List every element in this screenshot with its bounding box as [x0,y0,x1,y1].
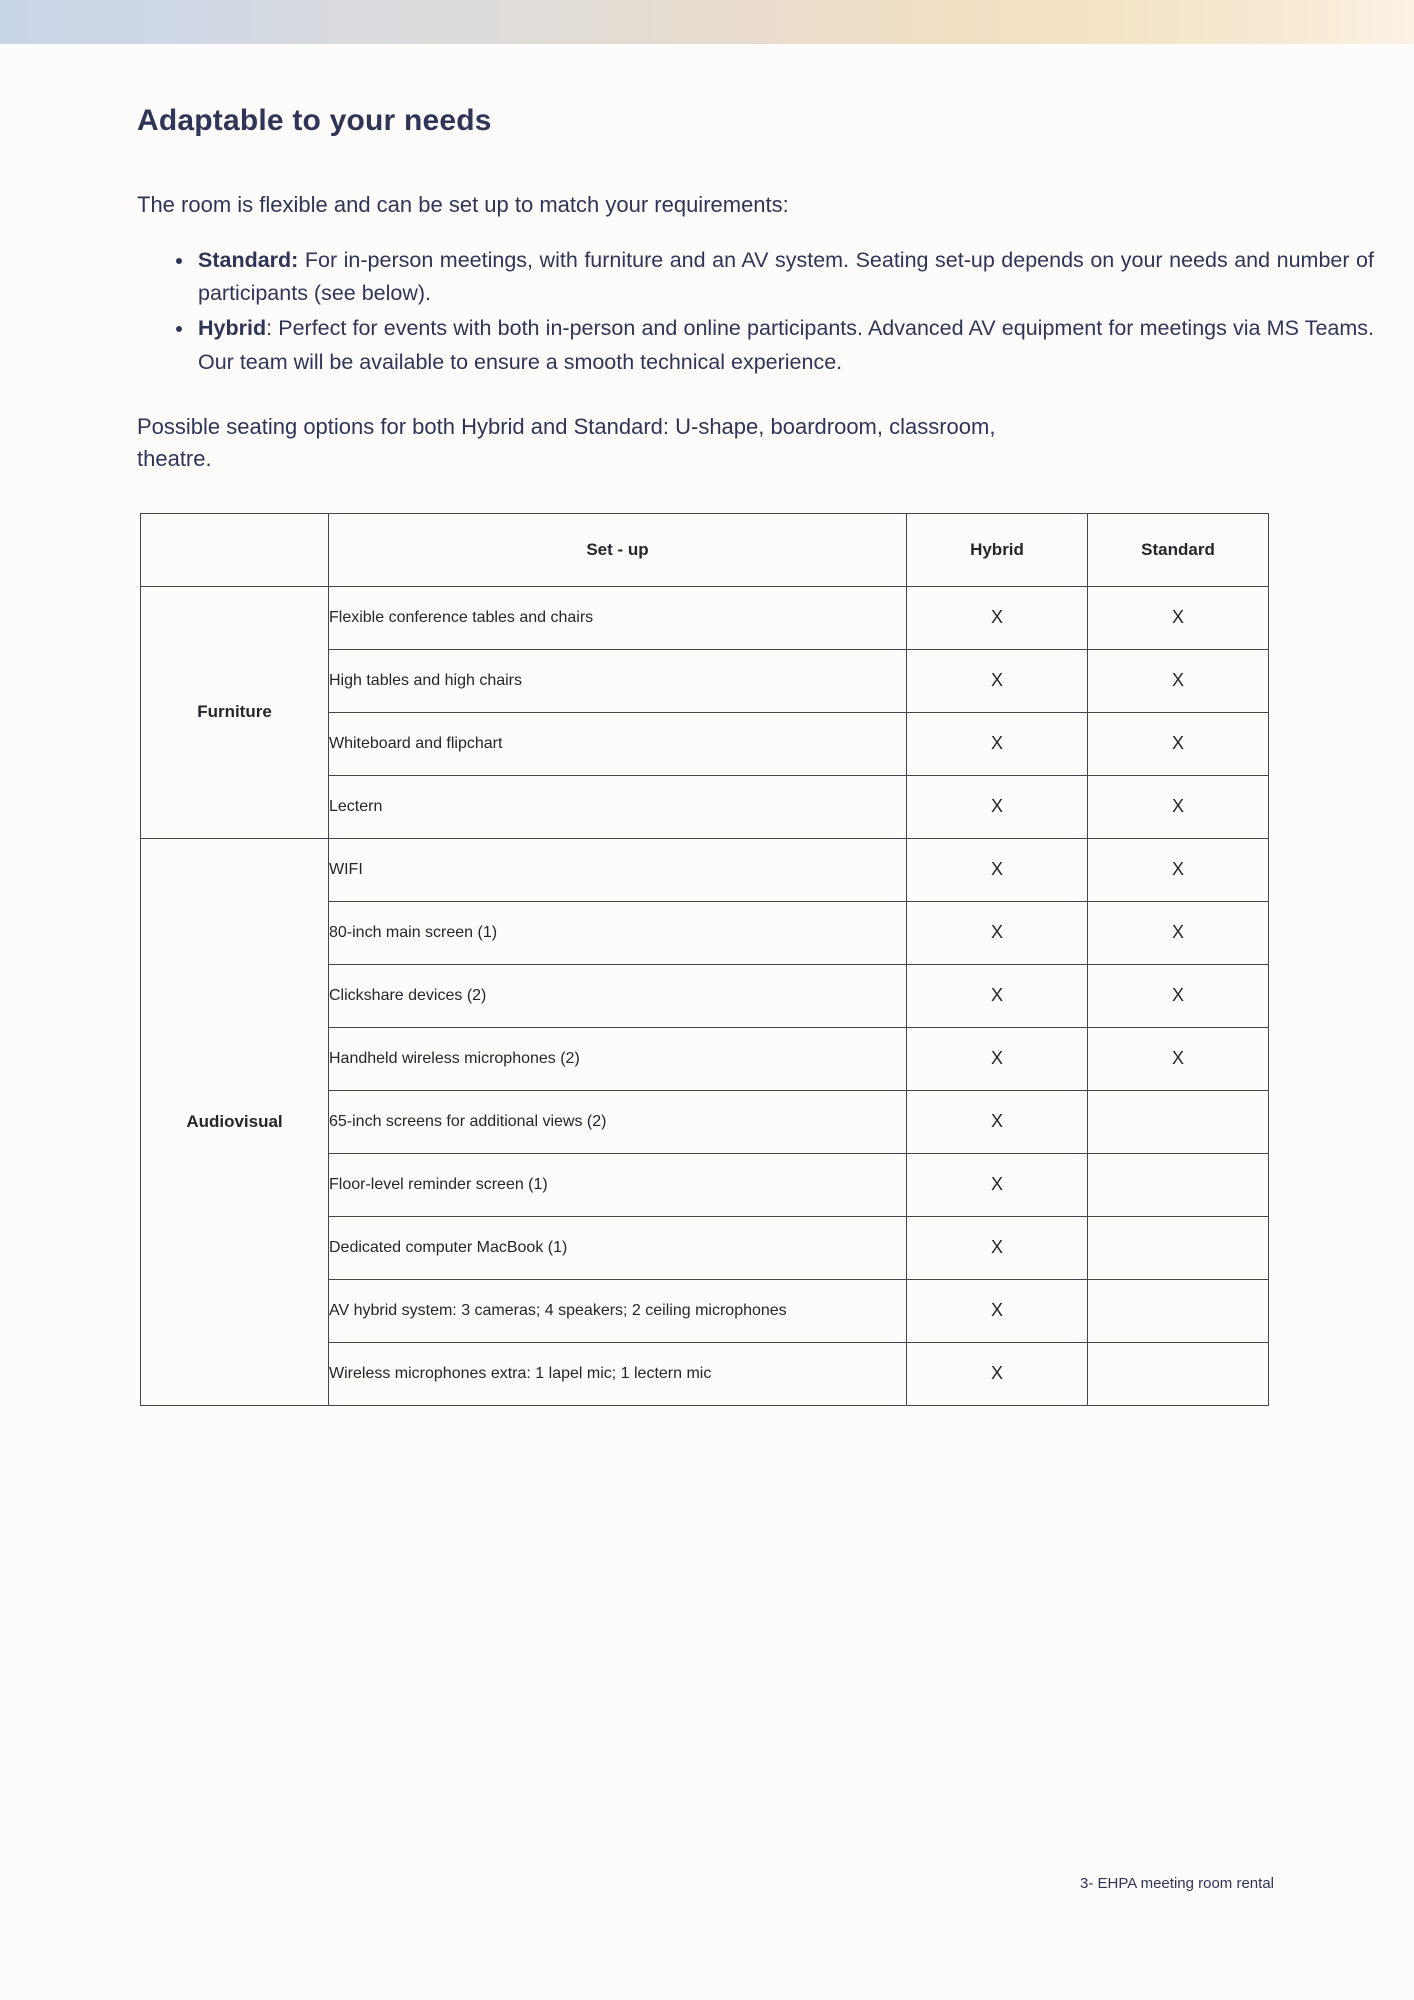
table-cell-item: 80-inch main screen (1) [329,901,907,964]
seating-options-paragraph: Possible seating options for both Hybrid and Standard: U-shape, boardroom, classroom, theatre. [137,413,996,471]
table-cell-standard: X [1088,775,1269,838]
table-cell-standard: X [1088,649,1269,712]
table-cell-hybrid: X [907,1216,1088,1279]
table-header-setup: Set - up [329,513,907,586]
table-cell-item: Lectern [329,775,907,838]
table-cell-item: WIFI [329,838,907,901]
table-cell-item: Floor-level reminder screen (1) [329,1153,907,1216]
table-cell-item: AV hybrid system: 3 cameras; 4 speakers; 2 ceiling microphones [329,1279,907,1342]
table-cell-item: Clickshare devices (2) [329,964,907,1027]
table-header-row [141,513,1269,586]
table-cell-item: Handheld wireless microphones (2) [329,1027,907,1090]
table-cell-standard: X [1088,901,1269,964]
table-cell-item: Dedicated computer MacBook (1) [329,1216,907,1279]
table-cell-hybrid: X [907,586,1088,649]
table-cell-hybrid: X [907,1027,1088,1090]
table-row [141,838,1269,901]
table-cell-hybrid: X [907,649,1088,712]
list-item-text: : Perfect for events with both in-person and online participants. Advanced AV equipment for meetings via MS Teams. Our team will be available to ensure a smooth technical experience. [198,316,1374,374]
list-item-lead: Standard: [198,247,299,272]
table-cell-hybrid: X [907,838,1088,901]
table-cell-standard: X [1088,1027,1269,1090]
list-item-text: For in-person meetings, with furniture and an AV system. Seating set-up depends on your needs and number of participants (see below). [198,247,1374,305]
page-title: Adaptable to your needs [137,104,492,137]
table-header-standard: Standard [1088,513,1269,586]
intro-paragraph: The room is flexible and can be set up to match your requirements: [137,192,789,217]
table-cell-standard [1088,1342,1269,1405]
table-cell-standard [1088,1216,1269,1279]
table-cell-standard: X [1088,838,1269,901]
table-cell-hybrid: X [907,1342,1088,1405]
table-cell-hybrid: X [907,901,1088,964]
table-cell-standard: X [1088,712,1269,775]
table-cell-category: Furniture [141,586,329,838]
table-cell-item: Whiteboard and flipchart [329,712,907,775]
table-header-hybrid: Hybrid [907,513,1088,586]
setup-options-list [0,244,1414,379]
table-row [141,586,1269,649]
table-cell-standard [1088,1279,1269,1342]
table-cell-standard: X [1088,964,1269,1027]
list-item [170,312,1374,379]
table-cell-hybrid: X [907,775,1088,838]
list-item [170,244,1374,311]
table-cell-hybrid: X [907,712,1088,775]
table-cell-standard [1088,1153,1269,1216]
table-cell-hybrid: X [907,1279,1088,1342]
table-cell-item: High tables and high chairs [329,649,907,712]
page-content [0,44,1414,1406]
table-cell-item: Wireless microphones extra: 1 lapel mic; 1 lectern mic [329,1342,907,1405]
table-cell-standard: X [1088,586,1269,649]
page-footer: 3- EHPA meeting room rental [1080,1875,1274,1892]
table-cell-hybrid: X [907,964,1088,1027]
setup-comparison-table [140,513,1269,1406]
table-cell-hybrid: X [907,1090,1088,1153]
table-cell-hybrid: X [907,1153,1088,1216]
table-cell-category: Audiovisual [141,838,329,1405]
list-item-lead: Hybrid [198,316,267,341]
table-header-category [141,513,329,586]
table-cell-item: Flexible conference tables and chairs [329,586,907,649]
page-header-gradient-band [0,0,1414,44]
table-cell-standard [1088,1090,1269,1153]
table-cell-item: 65-inch screens for additional views (2) [329,1090,907,1153]
